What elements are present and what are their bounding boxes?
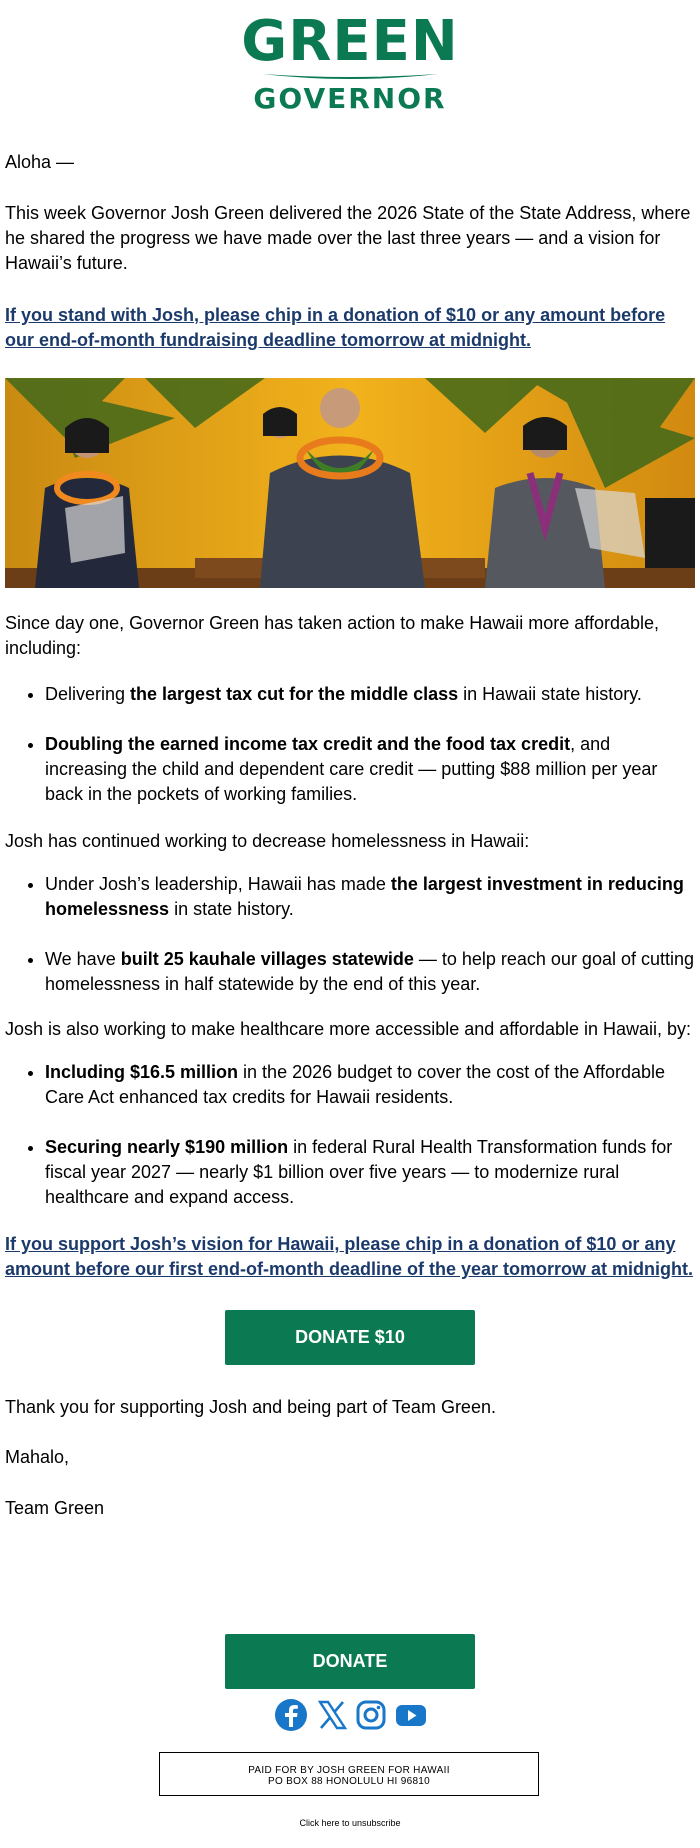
hero-image: [5, 378, 695, 588]
thanks-paragraph: Thank you for supporting Josh and being part of Team Green.: [5, 1397, 496, 1417]
unsubscribe-link[interactable]: Click here to unsubscribe: [299, 1818, 401, 1828]
signature: Team Green: [5, 1498, 105, 1518]
list-item: • Under Josh’s leadership, Hawaii has made the largest investment in reducing homelessness in state history.: [45, 872, 695, 922]
homelessness-intro: Josh has continued working to decrease homelessness in Hawaii:: [5, 831, 530, 851]
intro-paragraph: This week Governor Josh Green delivered the 2026 State of the State Address, where he shared the progress we have made over the last three years — and a vision for Hawaii’s future.: [5, 203, 691, 273]
donate-button[interactable]: DONATE: [225, 1634, 475, 1689]
affordability-intro: Since day one, Governor Green has taken action to make Hawaii more affordable, including:: [5, 613, 660, 658]
x-icon[interactable]: [315, 1698, 349, 1732]
youtube-icon[interactable]: [394, 1698, 428, 1732]
list-item: • Including $16.5 million in the 2026 budget to cover the cost of the Affordable Care Act enhanced tax credits for Hawaii residents.: [45, 1060, 695, 1110]
facebook-icon[interactable]: [274, 1698, 308, 1732]
cta-paragraph-2: [5, 1232, 695, 1282]
list-item: • Doubling the earned income tax credit and the food tax credit, and increasing the child and dependent care credit — putting $88 million per year back in the pockets of working families.: [45, 732, 695, 807]
green-governor-logo: [0, 9, 700, 115]
paid-for-disclaimer: PAID FOR BY JOSH GREEN FOR HAWAII PO BOX 88 HONOLULU HI 96810: [159, 1752, 539, 1796]
list-item: • We have built 25 kauhale villages statewide — to help reach our goal of cutting homelessness in half statewide by the end of this year.: [45, 947, 695, 997]
homelessness-list: [5, 872, 695, 997]
healthcare-list: [5, 1060, 695, 1210]
donate-10-button[interactable]: DONATE $10: [225, 1310, 475, 1365]
instagram-icon[interactable]: [354, 1698, 388, 1732]
signoff: Mahalo,: [5, 1447, 70, 1467]
logo-green-text: GREEN: [241, 9, 459, 74]
list-item: • Securing nearly $190 million in federal Rural Health Transformation funds for fiscal year 2027 — nearly $1 billion over five years — to modernize rural healthcare and expand access.: [45, 1135, 695, 1210]
list-item: • Delivering the largest tax cut for the middle class in Hawaii state history.: [45, 682, 695, 707]
healthcare-intro: Josh is also working to make healthcare more accessible and affordable in Hawaii, by:: [5, 1019, 692, 1039]
greeting: Aloha —: [5, 152, 75, 172]
donate-link-1[interactable]: If you stand with Josh, please chip in a donation of $10 or any amount before our end-of-month fundraising deadline tomorrow at midnight.: [5, 305, 666, 350]
social-links: [0, 1698, 700, 1734]
affordability-list: [5, 682, 695, 807]
donate-link-2[interactable]: If you support Josh’s vision for Hawaii, please chip in a donation of $10 or any amount before our first end-of-month deadline of the year tomorrow at midnight.: [5, 1234, 694, 1279]
logo-governor-text: GOVERNOR: [253, 82, 447, 115]
cta-paragraph-1: [5, 303, 695, 353]
